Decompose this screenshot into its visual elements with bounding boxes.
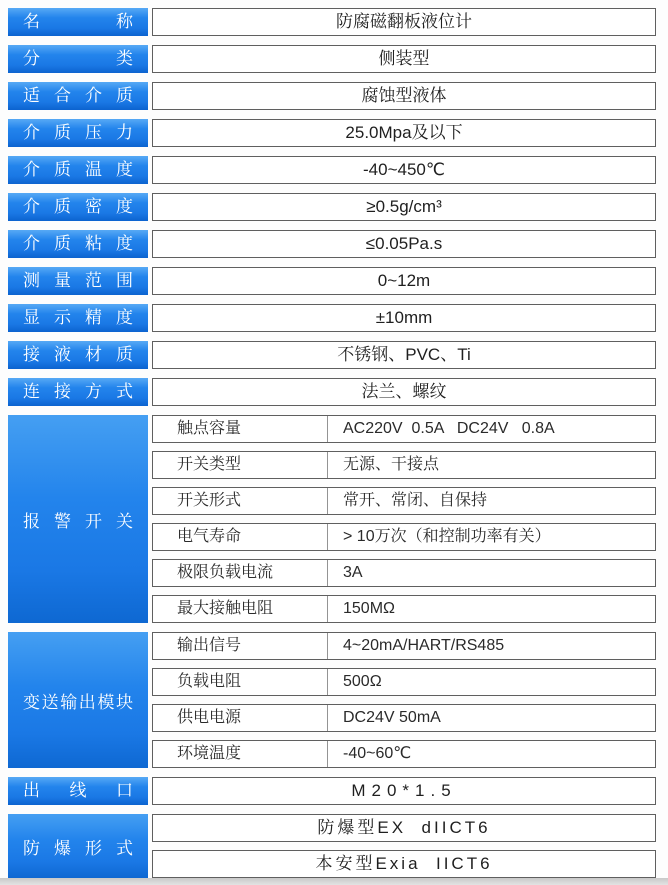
row-label: 分 类 (8, 45, 148, 73)
subrow-value: DC24V 50mA (343, 709, 441, 726)
table-row-connection-type (8, 378, 656, 406)
row-value: -40~450℃ (152, 156, 656, 184)
table-row-wetted-material (8, 341, 656, 369)
subrow-name: 开关形式 (153, 488, 328, 514)
row-value: M20*1.5 (152, 777, 656, 805)
section-label-text: 报警开关 (23, 511, 133, 531)
row-value: 不锈钢、PVC、Ti (152, 341, 656, 369)
subrow-name: 环境温度 (153, 741, 328, 767)
row-label: 介质密度 (8, 193, 148, 221)
row-value: 防腐磁翻板液位计 (152, 8, 656, 36)
table-row-cable-entry (8, 777, 656, 805)
subrow-name: 开关类型 (153, 452, 328, 478)
subrow-switch-form (152, 487, 656, 515)
subrow-value: 常开、常闭、自保持 (343, 492, 488, 509)
table-row-name (8, 8, 656, 36)
subrow-name: 负载电阻 (153, 669, 328, 695)
table-row-medium-temperature (8, 156, 656, 184)
row-value: ≥0.5g/cm³ (152, 193, 656, 221)
table-row-medium-viscosity (8, 230, 656, 258)
row-label: 显示精度 (8, 304, 148, 332)
section-label (8, 632, 148, 768)
row-label: 出 线 口 (8, 777, 148, 805)
row-value: 腐蚀型液体 (152, 82, 656, 110)
row-label: 测量范围 (8, 267, 148, 295)
subrow-name: 输出信号 (153, 633, 328, 659)
subrow-ambient-temperature (152, 740, 656, 768)
table-row-medium-density (8, 193, 656, 221)
table-row-category (8, 45, 656, 73)
section-label (8, 415, 148, 623)
row-value: 侧装型 (152, 45, 656, 73)
alarm-switch-rows (152, 415, 656, 623)
section-explosion-proof (8, 814, 656, 878)
transmitter-module-rows (152, 632, 656, 768)
subrow-max-contact-resistance (152, 595, 656, 623)
subrow-value: -40~60℃ (343, 745, 412, 762)
explosion-proof-rows (152, 814, 656, 878)
subrow-value: 3A (343, 564, 363, 581)
row-label: 介质压力 (8, 119, 148, 147)
table-row-suitable-medium (8, 82, 656, 110)
table-row-display-accuracy (8, 304, 656, 332)
row-label: 接液材质 (8, 341, 148, 369)
table-row-measuring-range (8, 267, 656, 295)
row-value: 25.0Mpa及以下 (152, 119, 656, 147)
row-label: 介质粘度 (8, 230, 148, 258)
subrow-name: 电气寿命 (153, 524, 328, 550)
subrow-name: 极限负载电流 (153, 560, 328, 586)
row-value: 0~12m (152, 267, 656, 295)
table-row-medium-pressure (8, 119, 656, 147)
section-label (8, 814, 148, 878)
subrow-value: 无源、干接点 (343, 456, 440, 473)
row-value: ≤0.05Pa.s (152, 230, 656, 258)
subrow-value: > 10万次（和控制功率有关） (343, 528, 551, 545)
subrow-name: 供电电源 (153, 705, 328, 731)
subrow-load-resistance (152, 668, 656, 696)
section-label-text: 变送输出模块 (23, 692, 133, 712)
row-value: ±10mm (152, 304, 656, 332)
subrow-value: AC220V 0.5A DC24V 0.8A (343, 420, 555, 437)
row-label: 适合介质 (8, 82, 148, 110)
row-label: 名 称 (8, 8, 148, 36)
subrow-name: 最大接触电阻 (153, 596, 328, 622)
subrow-value: 500Ω (343, 673, 382, 690)
subrow-name: 触点容量 (153, 416, 328, 442)
subrow-limit-load-current (152, 559, 656, 587)
row-label: 连接方式 (8, 378, 148, 406)
explosion-proof-type-exia: 本安型Exia IICT6 (152, 850, 656, 878)
subrow-value: 150MΩ (343, 600, 395, 617)
subrow-contact-capacity (152, 415, 656, 443)
subrow-output-signal (152, 632, 656, 660)
explosion-proof-type-ex: 防爆型EX dIICT6 (152, 814, 656, 842)
section-transmitter-module (8, 632, 656, 768)
row-label: 介质温度 (8, 156, 148, 184)
section-alarm-switch (8, 415, 656, 623)
subrow-power-supply (152, 704, 656, 732)
bottom-shadow-bar (0, 878, 668, 885)
section-label-text: 防爆形式 (23, 838, 133, 858)
row-value: 法兰、螺纹 (152, 378, 656, 406)
subrow-switch-type (152, 451, 656, 479)
subrow-electrical-life (152, 523, 656, 551)
subrow-value: 4~20mA/HART/RS485 (343, 637, 505, 654)
